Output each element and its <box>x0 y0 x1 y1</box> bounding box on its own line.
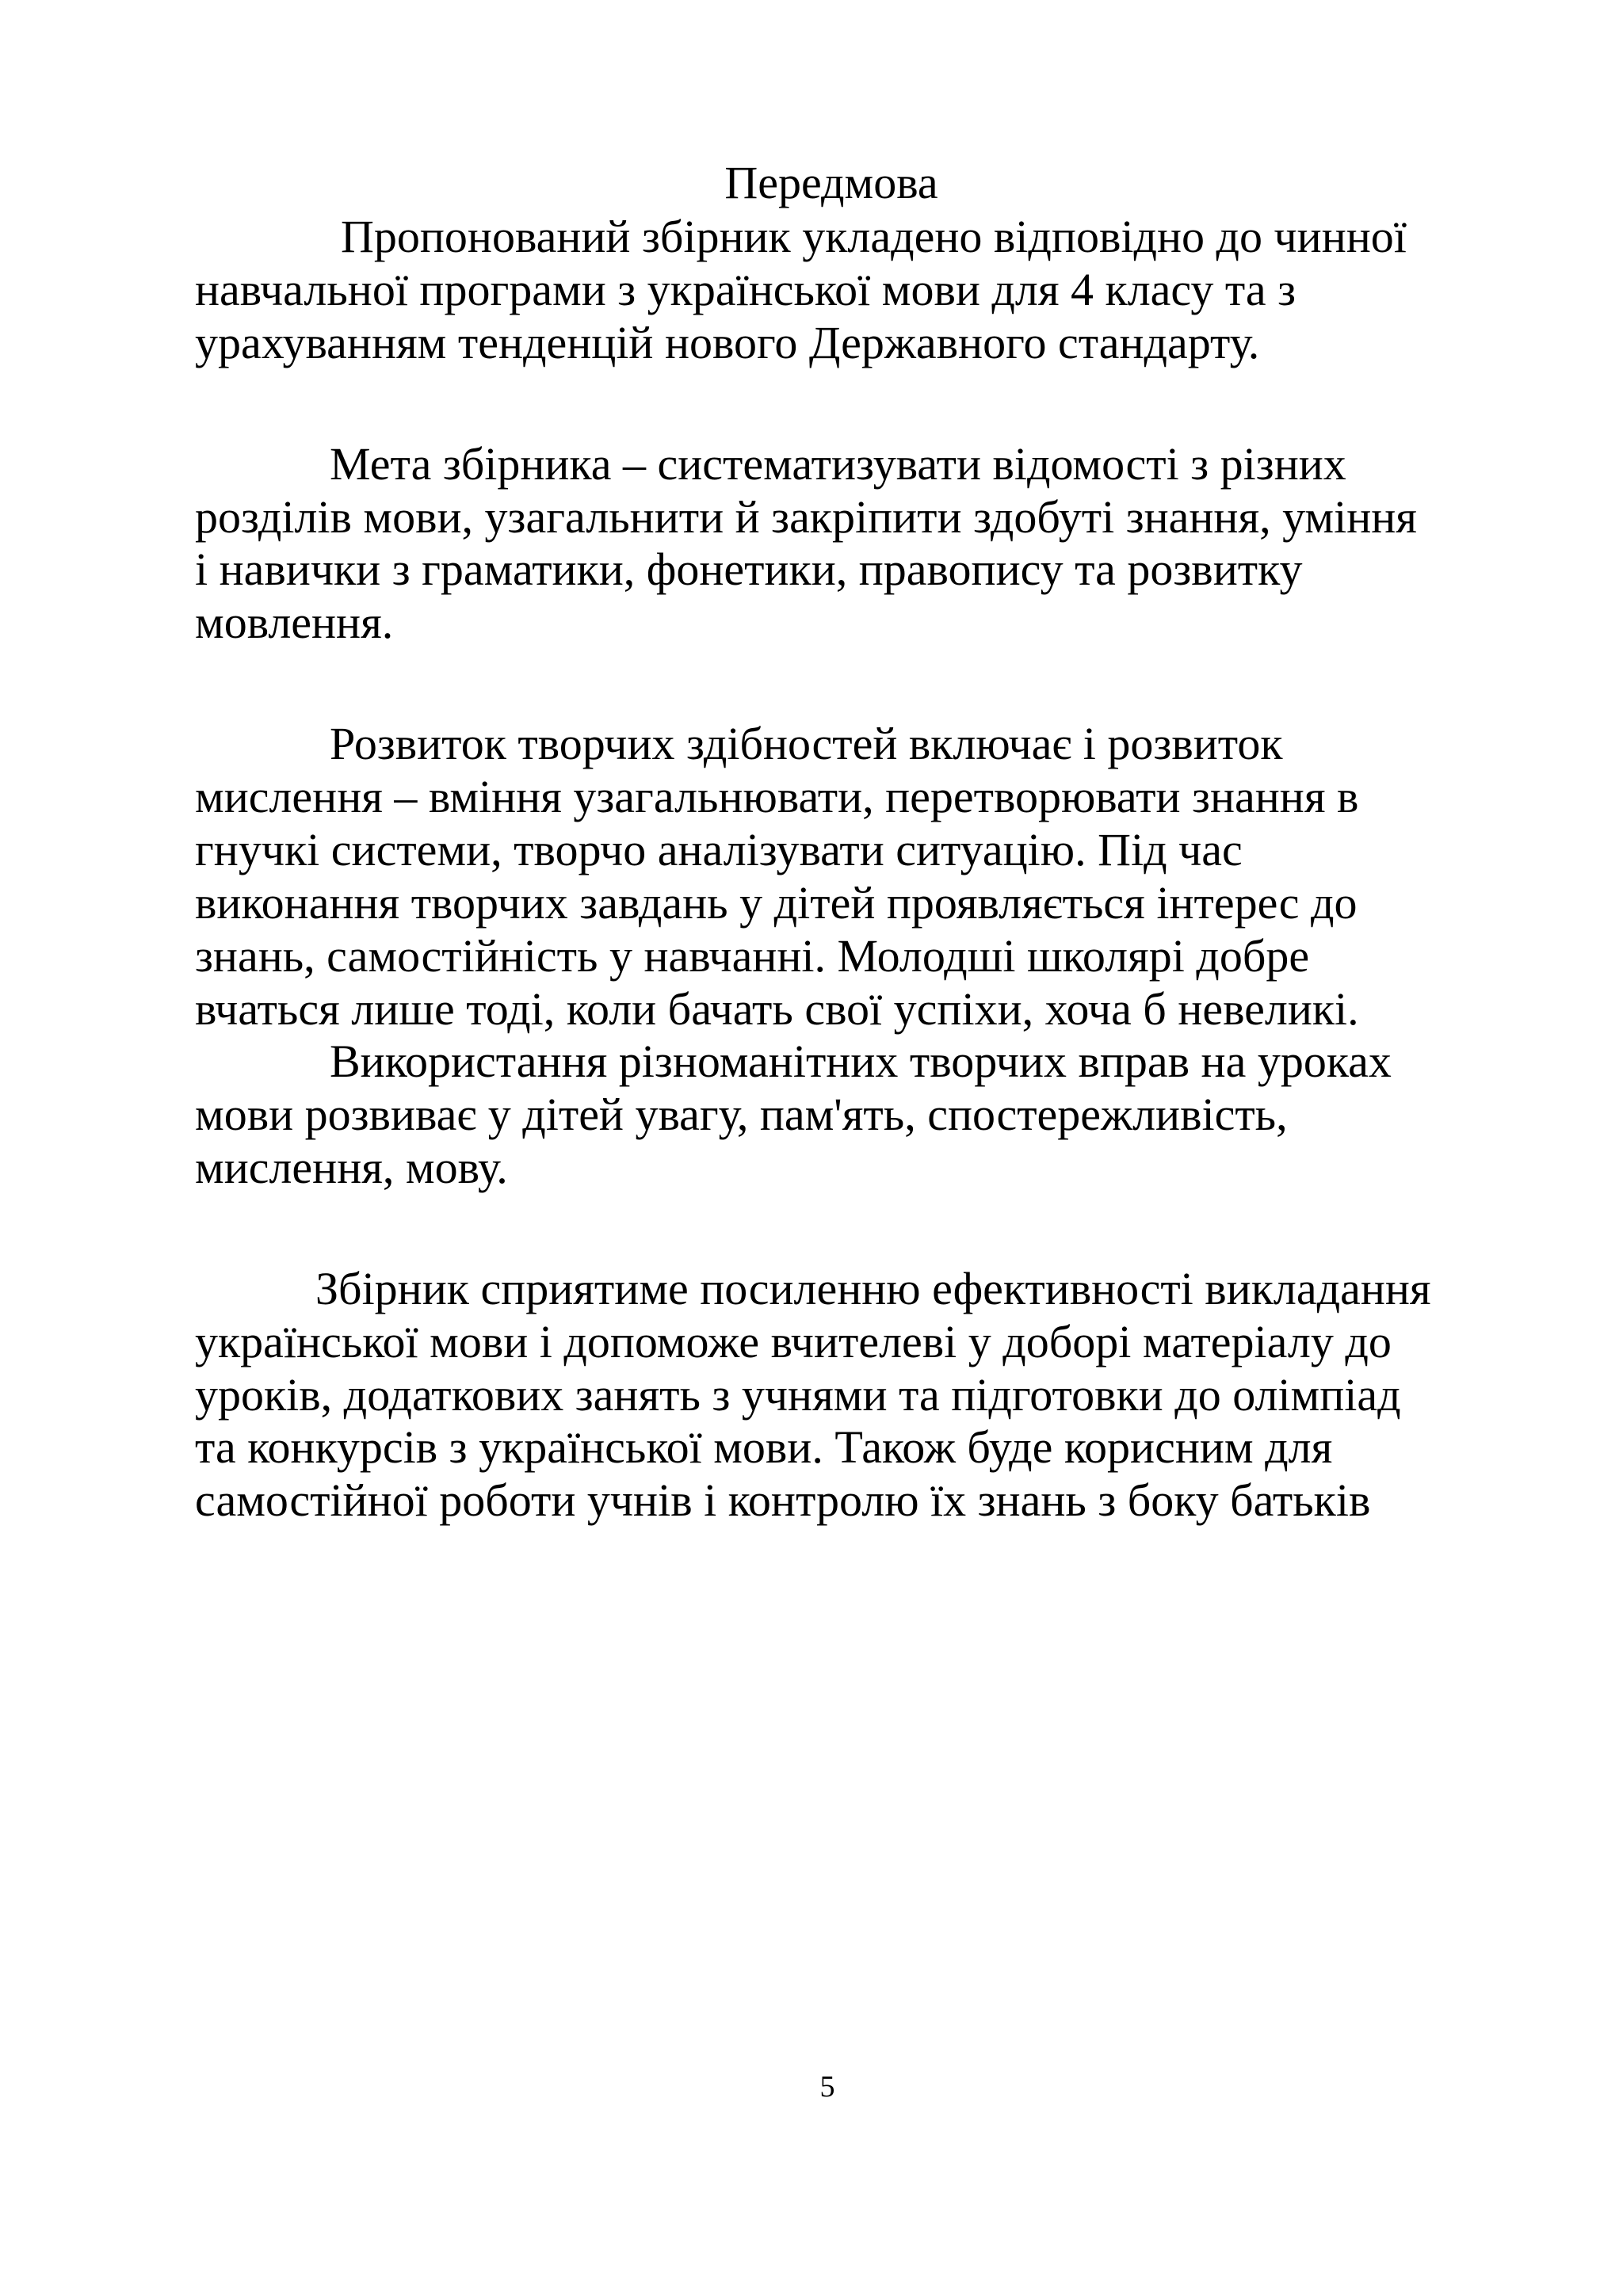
paragraph-1-line-1: Пропонований збірник укладено відповідно до чинної <box>341 211 1407 262</box>
paragraph-4-line-1: Використання різноманітних творчих вправ на уроках <box>330 1035 1392 1087</box>
paragraph-3-line-6: вчаться лише тоді, коли бачать свої успіхи, хоча б невеликі. <box>195 983 1359 1035</box>
paragraph-3-line-4: виконання творчих завдань у дітей проявляється інтерес до <box>195 877 1358 929</box>
page-title: Передмова <box>724 157 938 208</box>
paragraph-4-line-2: мови розвиває у дітей увагу, пам'ять, спостережливість, <box>195 1089 1288 1140</box>
paragraph-2-line-1: Мета збірника – систематизувати відомості з різних <box>330 438 1346 490</box>
paragraph-3-line-1: Розвиток творчих здібностей включає і розвиток <box>330 718 1283 769</box>
paragraph-2-line-3: і навички з граматики, фонетики, правопису та розвитку <box>195 543 1303 595</box>
paragraph-3-line-2: мислення – вміння узагальнювати, перетворювати знання в <box>195 771 1359 822</box>
page-number: 5 <box>819 2070 835 2103</box>
paragraph-5-line-1: Збірник сприятиме посиленню ефективності викладання <box>315 1263 1431 1314</box>
paragraph-1-line-3: урахуванням тенденцій нового Державного стандарту. <box>195 317 1260 368</box>
paragraph-3-line-5: знань, самостійність у навчанні. Молодші школярі добре <box>195 930 1310 982</box>
paragraph-3-line-3: гнучкі системи, творчо аналізувати ситуацію. Під час <box>195 824 1243 875</box>
paragraph-4-line-3: мислення, мову. <box>195 1142 508 1193</box>
paragraph-5-line-5: самостійної роботи учнів і контролю їх знань з боку батьків <box>195 1474 1371 1526</box>
paragraph-5-line-2: української мови і допоможе вчителеві у доборі матеріалу до <box>195 1316 1392 1367</box>
paragraph-2-line-4: мовлення. <box>195 597 394 648</box>
paragraph-5-line-3: уроків, додаткових занять з учнями та підготовки до олімпіад <box>195 1369 1401 1421</box>
paragraph-5-line-4: та конкурсів з української мови. Також буде корисним для <box>195 1421 1333 1473</box>
paragraph-2-line-2: розділів мови, узагальнити й закріпити здобуті знання, уміння <box>195 491 1417 543</box>
paragraph-1-line-2: навчальної програми з української мови для 4 класу та з <box>195 264 1296 315</box>
